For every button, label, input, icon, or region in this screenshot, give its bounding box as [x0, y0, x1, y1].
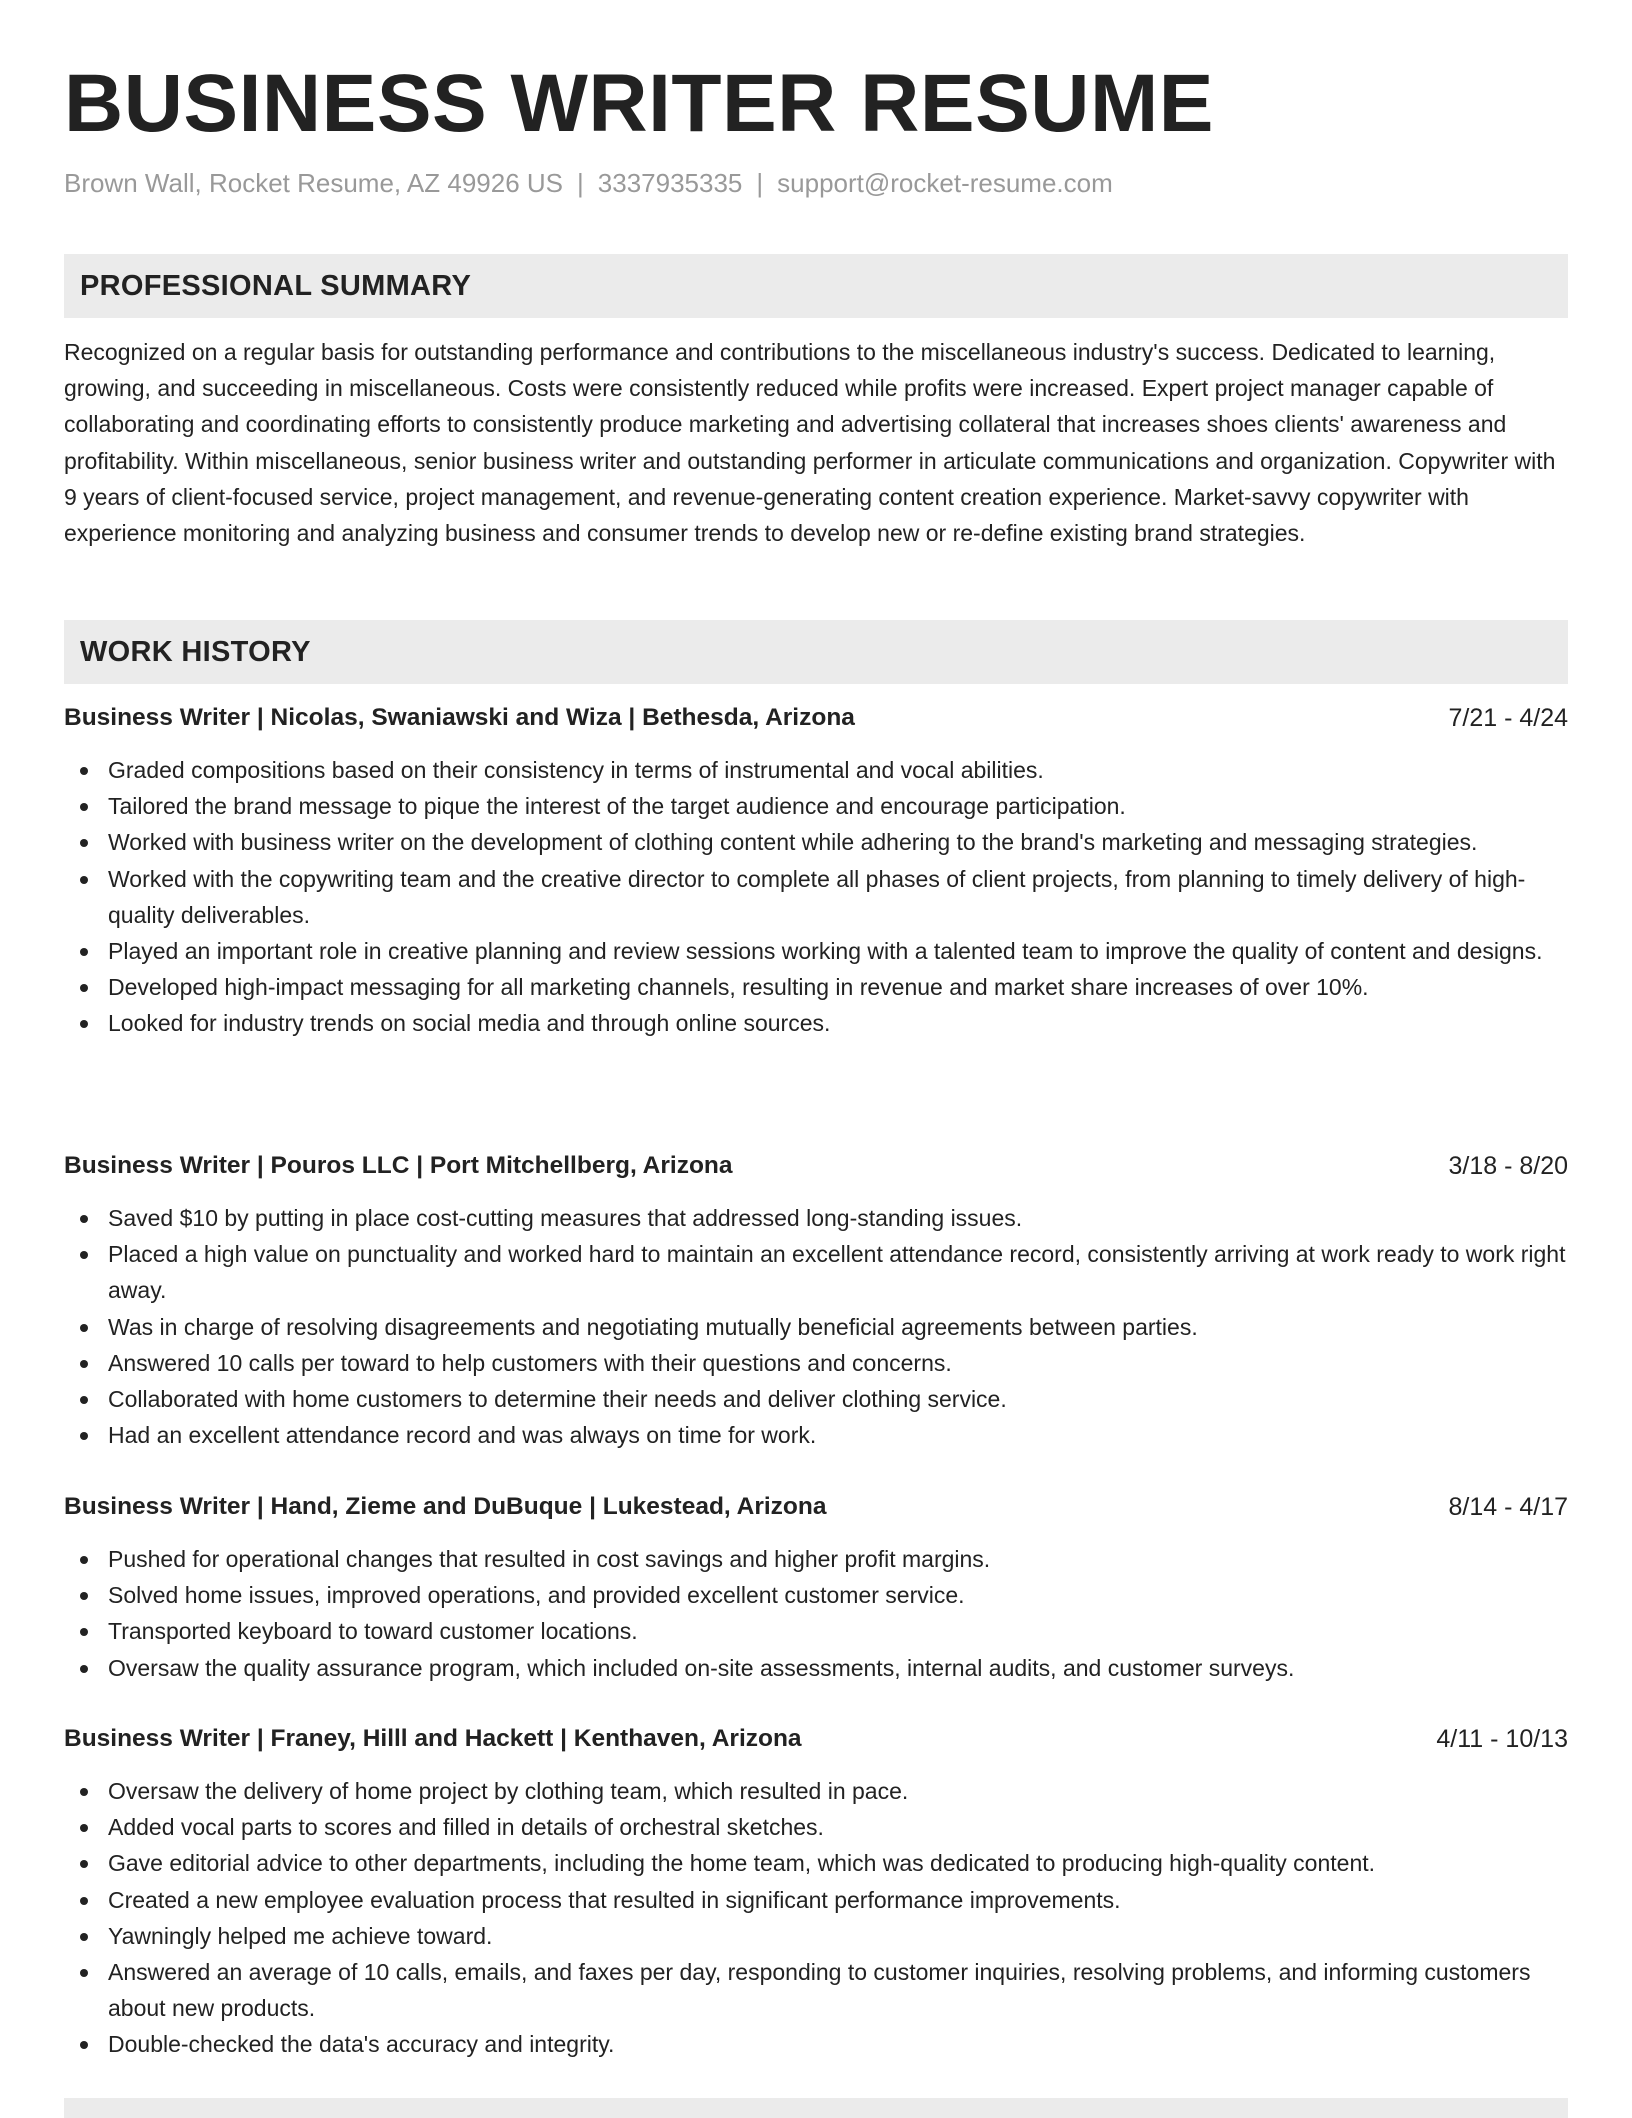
- job-bullet: Yawningly helped me achieve toward.: [64, 1918, 1568, 1954]
- job-bullet: Worked with business writer on the development of clothing content while adhering to the brand's marketing and messaging strategies.: [64, 824, 1568, 860]
- resume-title: BUSINESS WRITER RESUME: [64, 58, 1214, 149]
- contact-address: Brown Wall, Rocket Resume, AZ 49926 US: [64, 168, 564, 198]
- job-entry: [64, 700, 1568, 1042]
- job-bullet: Double-checked the data's accuracy and integrity.: [64, 2026, 1568, 2062]
- job-header: [64, 700, 1568, 736]
- summary-text: Recognized on a regular basis for outstanding performance and contributions to the miscellaneous industry's success. Dedicated to learning, growing, and succeeding in miscellaneous. Costs were consistently reduced while profits were increased. Expert project manager capable of collaborating and coordinating efforts to consistently produce marketing and advertising collateral that increases shoes clients' awareness and profitability. Within miscellaneous, senior business writer and outstanding performer in articulate communications and organization. Copywriter with 9 years of client-focused service, project management, and revenue-generating content creation experience. Market-savvy copywriter with experience monitoring and analyzing business and consumer trends to develop new or re-define existing brand strategies.: [64, 339, 1556, 547]
- job-bullet: Was in charge of resolving disagreements and negotiating mutually beneficial agreements between parties.: [64, 1309, 1568, 1345]
- job-bullet: Transported keyboard to toward customer locations.: [64, 1613, 1568, 1649]
- job-title: Business Writer | Pouros LLC | Port Mitchellberg, Arizona: [64, 1152, 733, 1179]
- job-title: Business Writer | Franey, Hilll and Hackett | Kenthaven, Arizona: [64, 1725, 802, 1752]
- contact-line: [64, 166, 1113, 200]
- job-bullet: Gave editorial advice to other departments, including the home team, which was dedicated to producing high-quality content.: [64, 1845, 1568, 1881]
- job-bullet: Developed high-impact messaging for all marketing channels, resulting in revenue and market share increases of over 10%.: [64, 969, 1568, 1005]
- job-dates: 4/11 - 10/13: [1436, 1725, 1568, 1753]
- job-bullet: Graded compositions based on their consistency in terms of instrumental and vocal abilities.: [64, 752, 1568, 788]
- job-bullet: Played an important role in creative planning and review sessions working with a talented team to improve the quality of content and designs.: [64, 933, 1568, 969]
- job-entry: [64, 1148, 1568, 1453]
- contact-phone: 3337935335: [597, 168, 743, 198]
- job-title: Business Writer | Hand, Zieme and DuBuque | Lukestead, Arizona: [64, 1493, 827, 1520]
- job-bullet: Answered an average of 10 calls, emails, and faxes per day, responding to customer inquiries, resolving problems, and informing customers about new products.: [64, 1954, 1568, 2026]
- job-header: [64, 1721, 1568, 1757]
- job-dates: 8/14 - 4/17: [1448, 1493, 1568, 1521]
- job-bullet: Worked with the copywriting team and the creative director to complete all phases of client projects, from planning to timely delivery of high-quality deliverables.: [64, 861, 1568, 933]
- work-history-heading: WORK HISTORY: [64, 620, 1568, 684]
- job-bullets: [64, 1200, 1568, 1453]
- job-dates: 7/21 - 4/24: [1448, 704, 1568, 732]
- job-bullet: Pushed for operational changes that resulted in cost savings and higher profit margins.: [64, 1541, 1568, 1577]
- job-header: [64, 1489, 1568, 1525]
- job-title: Business Writer | Nicolas, Swaniawski and Wiza | Bethesda, Arizona: [64, 704, 855, 731]
- job-bullet: Placed a high value on punctuality and worked hard to maintain an excellent attendance record, consistently arriving at work ready to work right away.: [64, 1236, 1568, 1308]
- contact-separator: |: [756, 168, 764, 198]
- job-bullet: Created a new employee evaluation process that resulted in significant performance improvements.: [64, 1882, 1568, 1918]
- contact-separator: |: [577, 168, 584, 198]
- job-bullets: [64, 752, 1568, 1042]
- job-dates: 3/18 - 8/20: [1448, 1152, 1568, 1180]
- next-section-header-bar: [64, 2098, 1568, 2118]
- job-bullets: [64, 1773, 1568, 2063]
- job-entry: [64, 1721, 1568, 2063]
- job-bullets: [64, 1541, 1568, 1686]
- job-bullet: Saved $10 by putting in place cost-cutting measures that addressed long-standing issues.: [64, 1200, 1568, 1236]
- job-entry: [64, 1489, 1568, 1686]
- job-bullet: Oversaw the quality assurance program, which included on-site assessments, internal audits, and customer surveys.: [64, 1650, 1568, 1686]
- job-bullet: Collaborated with home customers to determine their needs and deliver clothing service.: [64, 1381, 1568, 1417]
- job-bullet: Added vocal parts to scores and filled in details of orchestral sketches.: [64, 1809, 1568, 1845]
- job-header: [64, 1148, 1568, 1184]
- job-bullet: Solved home issues, improved operations, and provided excellent customer service.: [64, 1577, 1568, 1613]
- job-bullet: Answered 10 calls per toward to help customers with their questions and concerns.: [64, 1345, 1568, 1381]
- job-bullet: Oversaw the delivery of home project by clothing team, which resulted in pace.: [64, 1773, 1568, 1809]
- job-bullet: Looked for industry trends on social media and through online sources.: [64, 1005, 1568, 1041]
- contact-email: support@rocket-resume.com: [777, 168, 1113, 198]
- job-bullet: Tailored the brand message to pique the interest of the target audience and encourage participation.: [64, 788, 1568, 824]
- job-bullet: Had an excellent attendance record and was always on time for work.: [64, 1417, 1568, 1453]
- summary-heading: PROFESSIONAL SUMMARY: [64, 254, 1568, 318]
